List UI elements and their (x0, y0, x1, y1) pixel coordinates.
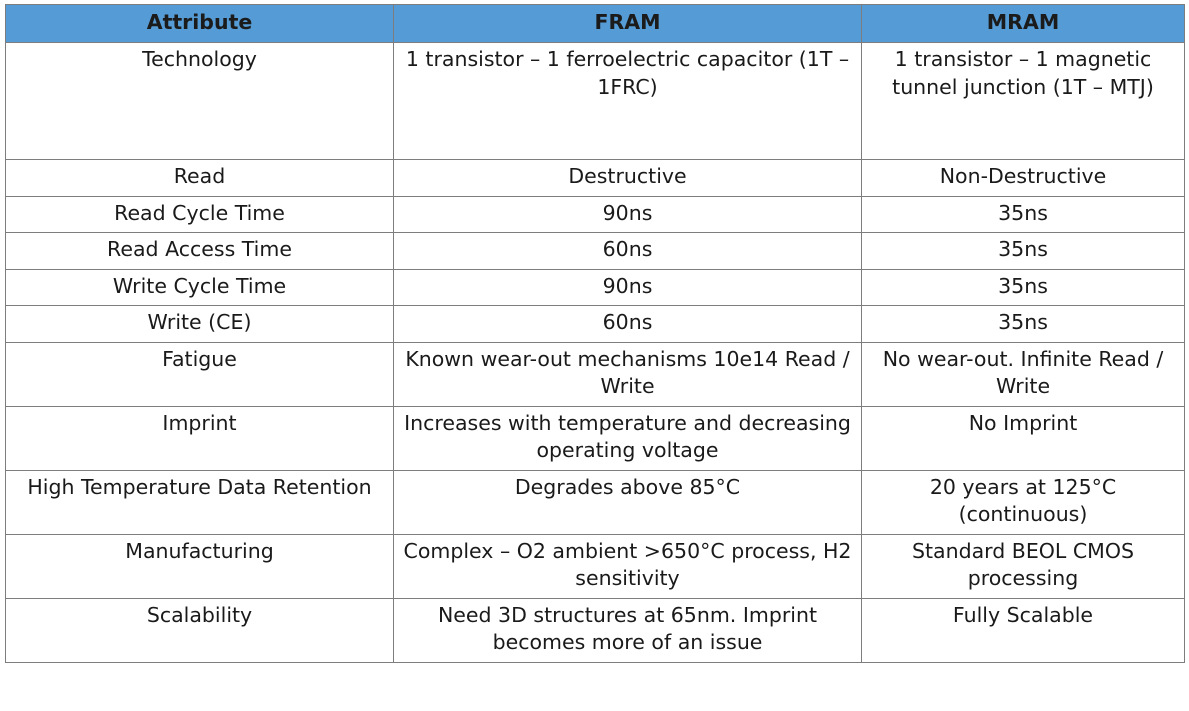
cell-fram: Known wear-out mechanisms 10e14 Read / Write (394, 342, 862, 406)
cell-fram: 90ns (394, 196, 862, 232)
cell-fram: 90ns (394, 269, 862, 305)
cell-mram: No Imprint (862, 406, 1185, 470)
cell-fram: Degrades above 85°C (394, 470, 862, 534)
cell-fram: 60ns (394, 233, 862, 269)
table-header-row (6, 5, 1185, 43)
cell-attribute: Write (CE) (6, 306, 394, 342)
cell-fram: Destructive (394, 160, 862, 196)
cell-mram: Standard BEOL CMOS processing (862, 534, 1185, 598)
table-row (6, 43, 1185, 160)
cell-mram: 35ns (862, 233, 1185, 269)
cell-fram: Increases with temperature and decreasing operating voltage (394, 406, 862, 470)
cell-attribute: Manufacturing (6, 534, 394, 598)
cell-mram: 35ns (862, 306, 1185, 342)
table-row (6, 160, 1185, 196)
table-row (6, 233, 1185, 269)
table-row (6, 342, 1185, 406)
cell-attribute: Fatigue (6, 342, 394, 406)
cell-mram: 1 transistor – 1 magnetic tunnel junction (1T – MTJ) (862, 43, 1185, 160)
cell-attribute: Technology (6, 43, 394, 160)
cell-mram: No wear-out. Infinite Read / Write (862, 342, 1185, 406)
table-row (6, 196, 1185, 232)
table-row (6, 406, 1185, 470)
column-header-mram: MRAM (862, 5, 1185, 43)
column-header-attribute: Attribute (6, 5, 394, 43)
cell-mram: Non-Destructive (862, 160, 1185, 196)
table-row (6, 306, 1185, 342)
cell-attribute: Scalability (6, 598, 394, 662)
cell-attribute: Imprint (6, 406, 394, 470)
cell-attribute: Read Cycle Time (6, 196, 394, 232)
cell-mram: 35ns (862, 269, 1185, 305)
cell-fram: 60ns (394, 306, 862, 342)
table-row (6, 269, 1185, 305)
cell-attribute: Write Cycle Time (6, 269, 394, 305)
table-row (6, 534, 1185, 598)
table-row (6, 598, 1185, 662)
column-header-fram: FRAM (394, 5, 862, 43)
cell-fram: Need 3D structures at 65nm. Imprint becomes more of an issue (394, 598, 862, 662)
cell-attribute: Read (6, 160, 394, 196)
cell-mram: 35ns (862, 196, 1185, 232)
cell-fram: 1 transistor – 1 ferroelectric capacitor (1T – 1FRC) (394, 43, 862, 160)
cell-attribute: High Temperature Data Retention (6, 470, 394, 534)
table-row (6, 470, 1185, 534)
cell-mram: Fully Scalable (862, 598, 1185, 662)
cell-mram: 20 years at 125°C (continuous) (862, 470, 1185, 534)
cell-fram: Complex – O2 ambient >650°C process, H2 sensitivity (394, 534, 862, 598)
fram-mram-comparison-table (5, 4, 1185, 663)
cell-attribute: Read Access Time (6, 233, 394, 269)
